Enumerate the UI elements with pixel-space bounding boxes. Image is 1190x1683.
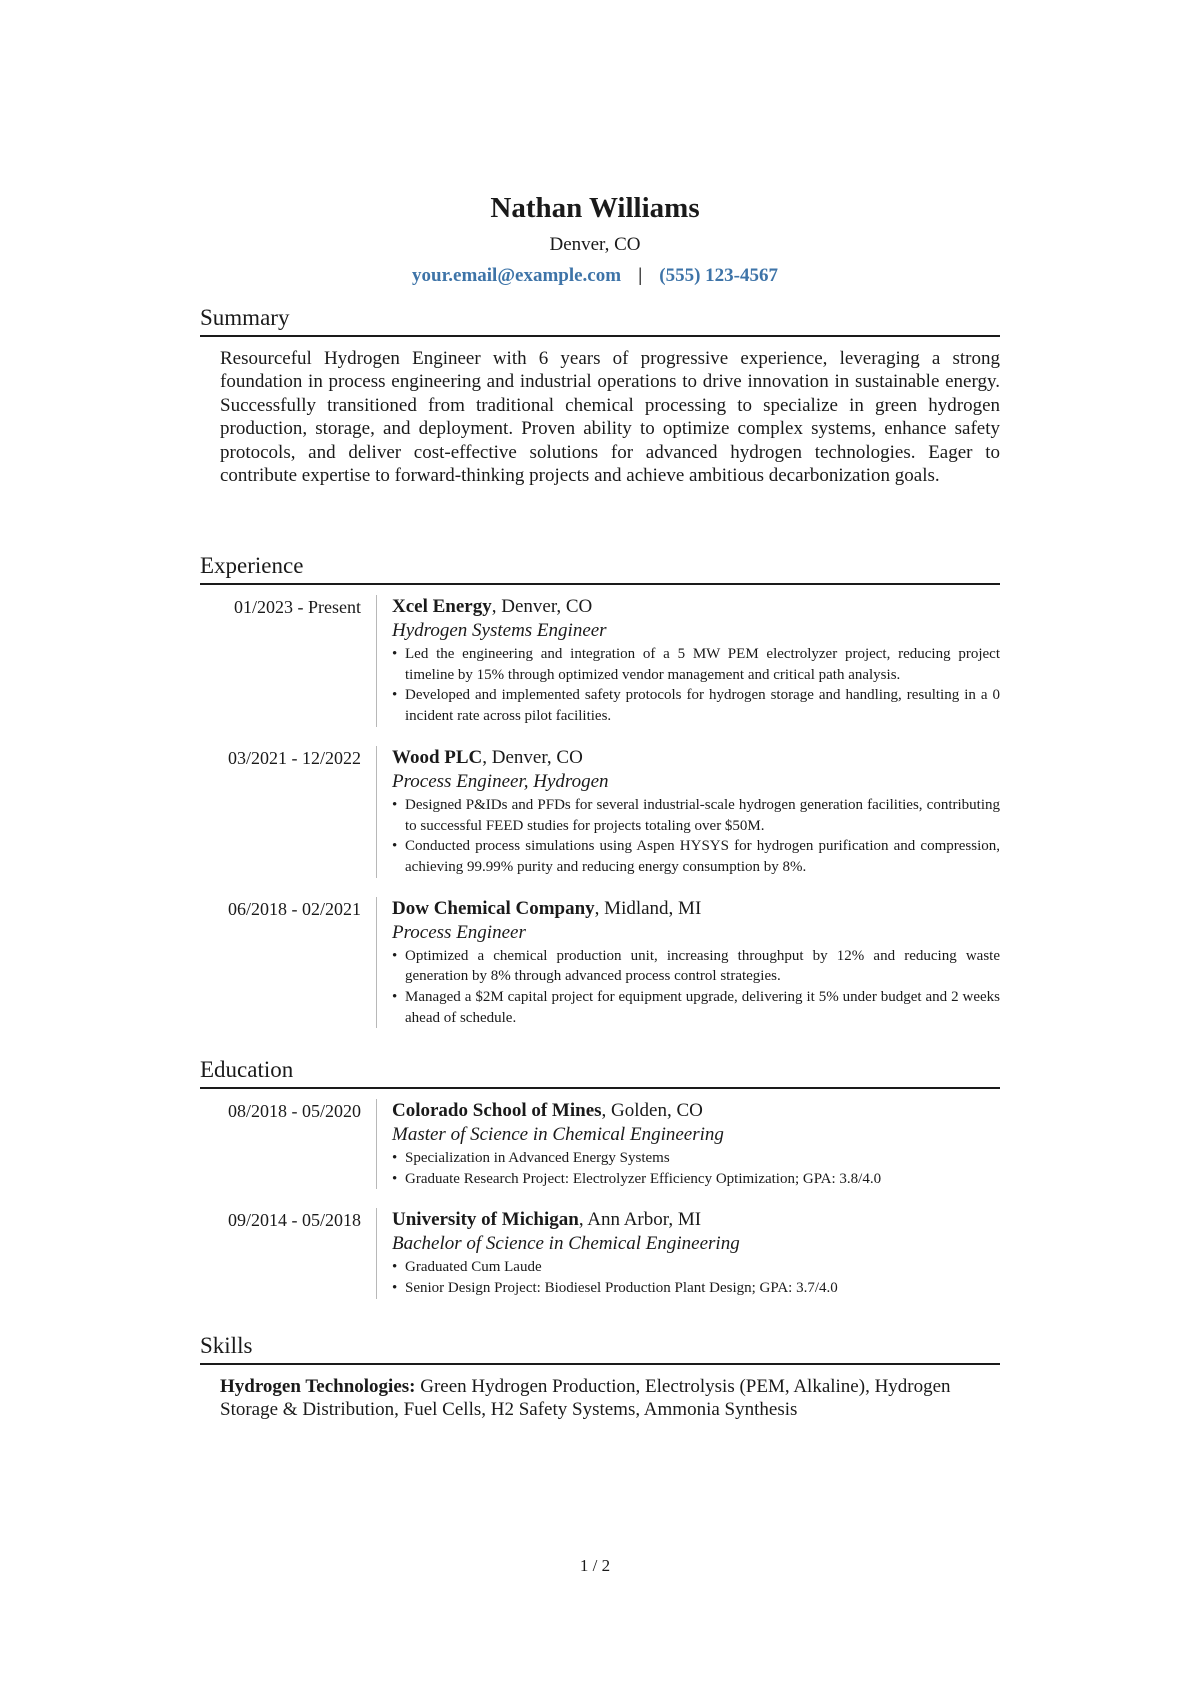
entry-body [376,1099,1000,1189]
entry-org-line [392,746,1000,770]
bullet-item: • Developed and implemented safety protocols for hydrogen storage and handling, resulting in a 0 incident rate across pilot facilities. [392,685,1000,726]
section-title: Summary [200,303,1000,337]
entry-org-line [392,1099,1000,1123]
entry-item [200,1208,1000,1298]
entry-role: Process Engineer [392,921,526,943]
candidate-location: Denver, CO [549,234,641,255]
entry-org-line [392,897,1000,921]
summary-section [200,303,1000,487]
section-title: Experience [200,551,1000,585]
entry-organization: Dow Chemical Company [392,897,595,919]
entry-organization: Wood PLC [392,746,483,768]
entry-bullets [392,946,1000,1029]
page-number: 1 / 2 [579,1556,611,1575]
entry-body [376,897,1000,1029]
section-title: Education [200,1055,1000,1089]
entry-organization: University of Michigan [392,1209,579,1231]
skill-category: Hydrogen Technologies: [220,1376,416,1397]
skill-items: Green Hydrogen Production, Electrolysis (PEM, Alkaline), Hydrogen Storage & Distribution, Fuel Cells, H2 Safety Systems, Ammonia Synthesis [220,1376,951,1421]
contact-separator: | [638,265,643,286]
entry-body [376,595,1000,727]
entry-item [200,897,1000,1029]
phone-link[interactable]: (555) 123-4567 [659,265,778,286]
bullet-item: • Graduate Research Project: Electrolyzer Efficiency Optimization; GPA: 3.8/4.0 [392,1169,1000,1190]
entry-dates: 09/2014 - 05/2018 [228,1210,361,1231]
entry-item [200,1099,1000,1189]
entry-organization: Colorado School of Mines [392,1100,602,1121]
resume-header [0,188,1190,290]
bullet-item: • Senior Design Project: Biodiesel Production Plant Design; GPA: 3.7/4.0 [392,1278,1000,1299]
bullet-item: • Specialization in Advanced Energy Systems [392,1148,1000,1169]
entry-role: Process Engineer, Hydrogen [392,770,609,792]
skills-text [220,1375,1000,1422]
skills-section [200,1331,1000,1422]
entry-location: , Midland, MI [594,897,702,919]
entry-body [376,746,1000,878]
entry-item [200,746,1000,878]
bullet-item: • Optimized a chemical production unit, increasing throughput by 12% and reducing waste generation by 8% through advanced process control strategies. [392,946,1000,987]
entry-location: , Denver, CO [491,596,593,617]
experience-section [200,551,1000,1028]
bullet-item: • Managed a $2M capital project for equipment upgrade, delivering it 5% under budget and 2 weeks ahead of schedule. [392,987,1000,1028]
education-section [200,1055,1000,1299]
entry-location: , Ann Arbor, MI [578,1209,702,1231]
entry-dates: 03/2021 - 12/2022 [228,747,361,768]
entry-role: Bachelor of Science in Chemical Engineering [392,1233,740,1255]
entry-dates: 01/2023 - Present [234,597,361,617]
candidate-name: Nathan Williams [490,192,700,224]
entry-org-line [392,1208,1000,1232]
entry-dates: 08/2018 - 05/2020 [228,1101,361,1121]
entry-bullets [392,1257,1000,1298]
bullet-item: • Graduated Cum Laude [392,1257,1000,1278]
bullet-item: • Led the engineering and integration of a 5 MW PEM electrolyzer project, reducing project timeline by 15% through optimized vendor management and critical path analysis. [392,644,1000,685]
education-list [200,1099,1000,1299]
contact-line [0,262,1190,290]
entry-item [200,595,1000,727]
section-title: Skills [200,1331,1000,1365]
summary-text: Resourceful Hydrogen Engineer with 6 years of progressive experience, leveraging a strong foundation in process engineering and industrial operations to drive innovation in sustainable energy. Successfully transitioned from traditional chemical processing to specialize in green hydrogen production, storage, and deployment. Proven ability to optimize complex systems, enhance safety protocols, and deliver cost-effective solutions for advanced hydrogen technologies. Eager to contribute expertise to forward-thinking projects and achieve ambitious decarbonization goals. [220,348,1000,487]
entry-bullets [392,795,1000,878]
entry-role: Master of Science in Chemical Engineering [392,1124,724,1145]
experience-list [200,595,1000,1028]
entry-bullets [392,1148,1000,1189]
entry-location: , Denver, CO [482,746,583,768]
entry-location: , Golden, CO [601,1100,703,1121]
entry-body [376,1208,1000,1298]
entry-role: Hydrogen Systems Engineer [392,620,607,641]
entry-org-line [392,595,1000,619]
bullet-item: • Designed P&IDs and PFDs for several industrial-scale hydrogen generation facilities, contributing to successful FEED studies for projects totaling over $50M. [392,795,1000,836]
entry-bullets [392,644,1000,727]
entry-dates: 06/2018 - 02/2021 [228,898,361,919]
email-link[interactable]: your.email@example.com [412,265,622,286]
bullet-item: • Conducted process simulations using Aspen HYSYS for hydrogen purification and compression, achieving 99.99% purity and reducing energy consumption by 8%. [392,836,1000,877]
entry-organization: Xcel Energy [392,596,492,617]
